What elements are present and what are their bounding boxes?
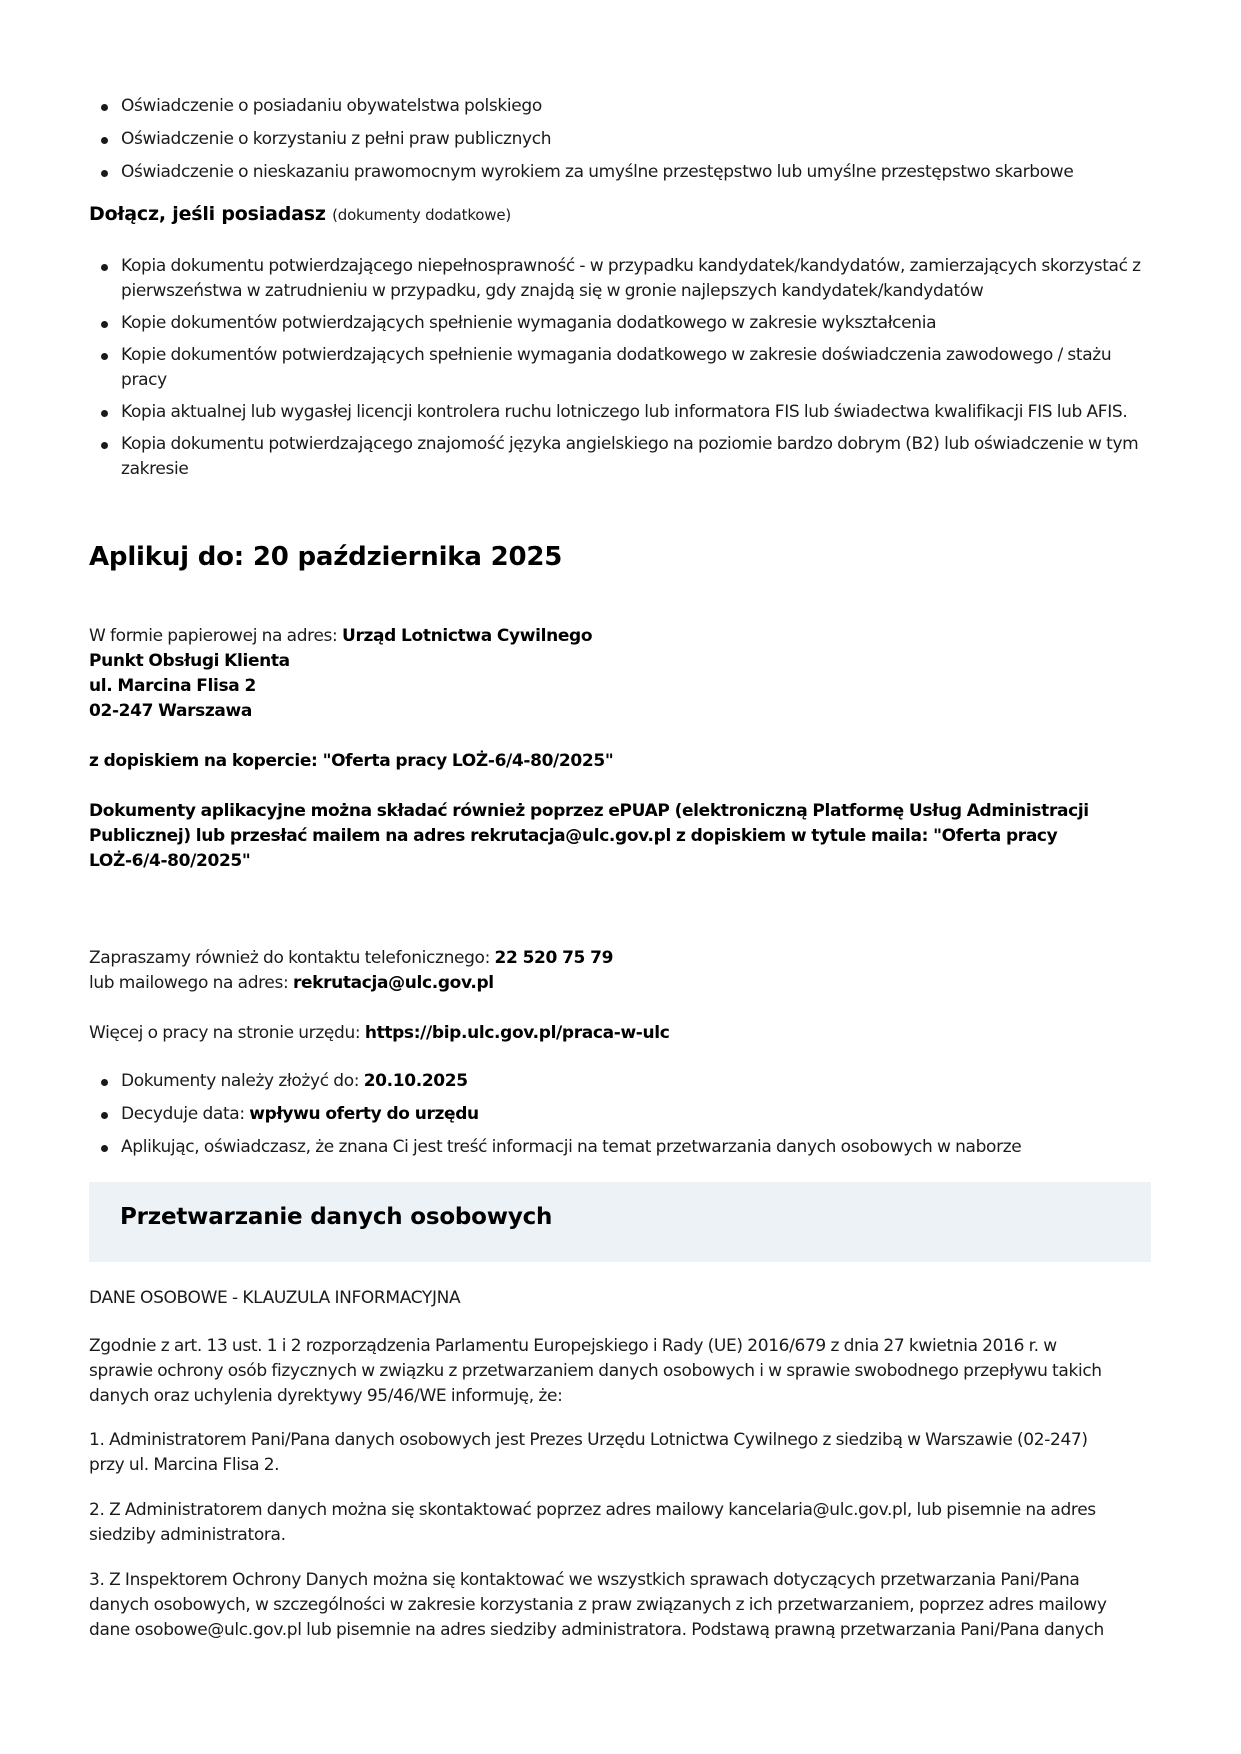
list-item-text: Oświadczenie o korzystaniu z pełni praw publicznych <box>121 129 552 149</box>
fact-label: Dokumenty należy złożyć do: <box>121 1071 364 1091</box>
address-office: Punkt Obsługi Klienta <box>89 651 290 671</box>
gdpr-line: 3. Z Inspektorem Ochrony Danych można się kontaktować we wszystkich sprawach dotyczących przetwarzania Pani/Pana <box>89 1570 1080 1590</box>
gdpr-line: przy ul. Marcina Flisa 2. <box>89 1455 280 1475</box>
fact-value: 20.10.2025 <box>363 1071 468 1091</box>
phone-intro: Zapraszamy również do kontaktu telefonicznego: <box>89 948 495 968</box>
list-item <box>89 311 1159 336</box>
required-declarations-list <box>89 94 1159 185</box>
bullet-icon <box>101 1145 108 1152</box>
gdpr-line: dane osobowe@ulc.gov.pl lub pisemnie na adres siedziby administratora. Podstawą prawną przetwarzania Pani/Pana danych <box>89 1620 1104 1640</box>
mail-line <box>89 971 613 996</box>
more-info-line <box>89 1021 669 1046</box>
list-item <box>89 432 1159 482</box>
list-item <box>89 400 1159 425</box>
bullet-icon <box>101 442 108 449</box>
bullet-icon <box>101 104 108 111</box>
address-institution: Urząd Lotnictwa Cywilnego <box>342 626 593 646</box>
gdpr-line: 1. Administratorem Pani/Pana danych osobowych jest Prezes Urzędu Lotnictwa Cywilnego z siedzibą w Warszawie (02-247) <box>89 1430 1088 1450</box>
gdpr-point-1 <box>89 1428 1088 1478</box>
mail-intro: lub mailowego na adres: <box>89 973 293 993</box>
list-item <box>89 1069 1159 1094</box>
gdpr-section-header <box>89 1182 1151 1262</box>
epuap-line: Publicznej) lub przesłać mailem na adres rekrutacja@ulc.gov.pl z dopiskiem w tytule maila: "Oferta pracy <box>89 826 1058 846</box>
optional-docs-list <box>89 254 1159 482</box>
gdpr-clause-title: DANE OSOBOWE - KLAUZULA INFORMACYJNA <box>89 1288 461 1308</box>
bullet-icon <box>101 1079 108 1086</box>
list-item <box>89 1102 1159 1127</box>
bullet-icon <box>101 137 108 144</box>
envelope-note: z dopiskiem na kopercie: "Oferta pracy LOŻ-6/4-80/2025" <box>89 751 614 771</box>
fact-label: Decyduje data: <box>121 1104 250 1124</box>
gdpr-line: danych oraz uchylenia dyrektywy 95/46/WE informuję, że: <box>89 1386 563 1406</box>
recruitment-email[interactable]: rekrutacja@ulc.gov.pl <box>292 973 494 993</box>
gdpr-line: Zgodnie z art. 13 ust. 1 i 2 rozporządzenia Parlamentu Europejskiego i Rady (UE) 2016/679 z dnia 27 kwietnia 2016 r. w <box>89 1336 1057 1356</box>
phone-number: 22 520 75 79 <box>494 948 614 968</box>
gdpr-heading: Przetwarzanie danych osobowych <box>120 1204 553 1230</box>
list-item-text: Oświadczenie o posiadaniu obywatelstwa polskiego <box>121 96 542 116</box>
gdpr-line: danych osobowych, w szczególności w zakresie korzystania z praw związanych z ich przetwarzaniem, poprzez adres mailowy <box>89 1595 1107 1615</box>
list-item-text: Kopie dokumentów potwierdzających spełnienie wymagania dodatkowego w zakresie wykształcenia <box>121 313 937 333</box>
list-item-text: Kopie dokumentów potwierdzających spełnienie wymagania dodatkowego w zakresie doświadczenia zawodowego / stażu pracy <box>121 345 1112 390</box>
optional-docs-heading <box>89 203 511 225</box>
bullet-icon <box>101 170 108 177</box>
epuap-note <box>89 799 1089 874</box>
career-page-link[interactable]: https://bip.ulc.gov.pl/praca-w-ulc <box>364 1023 670 1043</box>
gdpr-point-2 <box>89 1498 1096 1548</box>
list-item-text: Kopia dokumentu potwierdzającego niepełnosprawność - w przypadku kandydatek/kandydatów, zamierzających skorzystać z pierwszeństwa w zatrudnieniu w przypadku, gdy znajdą się w gronie najlepszych kandydatek/kandydatów <box>121 256 1141 301</box>
postal-address-block <box>89 624 592 724</box>
list-item <box>89 160 1159 185</box>
bullet-icon <box>101 410 108 417</box>
application-facts-list <box>89 1069 1159 1160</box>
list-item-text: Kopia dokumentu potwierdzającego znajomość języka angielskiego na poziomie bardzo dobrym (B2) lub oświadczenie w tym zakresie <box>121 434 1139 479</box>
paper-intro: W formie papierowej na adres: <box>89 626 342 646</box>
list-item-text: Oświadczenie o nieskazaniu prawomocnym wyrokiem za umyślne przestępstwo lub umyślne przestępstwo skarbowe <box>121 162 1074 182</box>
address-line <box>89 624 592 649</box>
optional-docs-subtitle: (dokumenty dodatkowe) <box>332 206 512 224</box>
contact-block <box>89 946 613 996</box>
optional-docs-title: Dołącz, jeśli posiadasz <box>89 203 326 225</box>
gdpr-line: siedziby administratora. <box>89 1525 286 1545</box>
bullet-icon <box>101 321 108 328</box>
fact-value: wpływu oferty do urzędu <box>249 1104 479 1124</box>
list-item-text: Kopia aktualnej lub wygasłej licencji kontrolera ruchu lotniczego lub informatora FIS lub świadectwa kwalifikacji FIS lub AFIS. <box>121 402 1128 422</box>
list-item <box>89 343 1159 393</box>
more-info-intro: Więcej o pracy na stronie urzędu: <box>89 1023 365 1043</box>
bullet-icon <box>101 1112 108 1119</box>
list-item <box>89 127 1159 152</box>
list-item <box>89 1135 1159 1160</box>
list-item <box>89 254 1159 304</box>
fact-label: Aplikując, oświadczasz, że znana Ci jest treść informacji na temat przetwarzania danych osobowych w naborze <box>121 1137 1022 1157</box>
gdpr-line: 2. Z Administratorem danych można się skontaktować poprzez adres mailowy kancelaria@ulc.gov.pl, lub pisemnie na adres <box>89 1500 1096 1520</box>
phone-line <box>89 946 613 971</box>
address-city: 02-247 Warszawa <box>89 701 253 721</box>
apply-deadline-heading: Aplikuj do: 20 października 2025 <box>89 542 563 572</box>
bullet-icon <box>101 264 108 271</box>
bullet-icon <box>101 353 108 360</box>
gdpr-point-3 <box>89 1568 1107 1643</box>
list-item <box>89 94 1159 119</box>
address-street: ul. Marcina Flisa 2 <box>89 676 256 696</box>
epuap-line: LOŻ-6/4-80/2025" <box>89 851 251 871</box>
gdpr-line: sprawie ochrony osób fizycznych w związku z przetwarzaniem danych osobowych i w sprawie swobodnego przepływu takich <box>89 1361 1102 1381</box>
gdpr-intro <box>89 1334 1102 1409</box>
epuap-line: Dokumenty aplikacyjne można składać również poprzez ePUAP (elektroniczną Platformę Usług Administracji <box>89 801 1089 821</box>
